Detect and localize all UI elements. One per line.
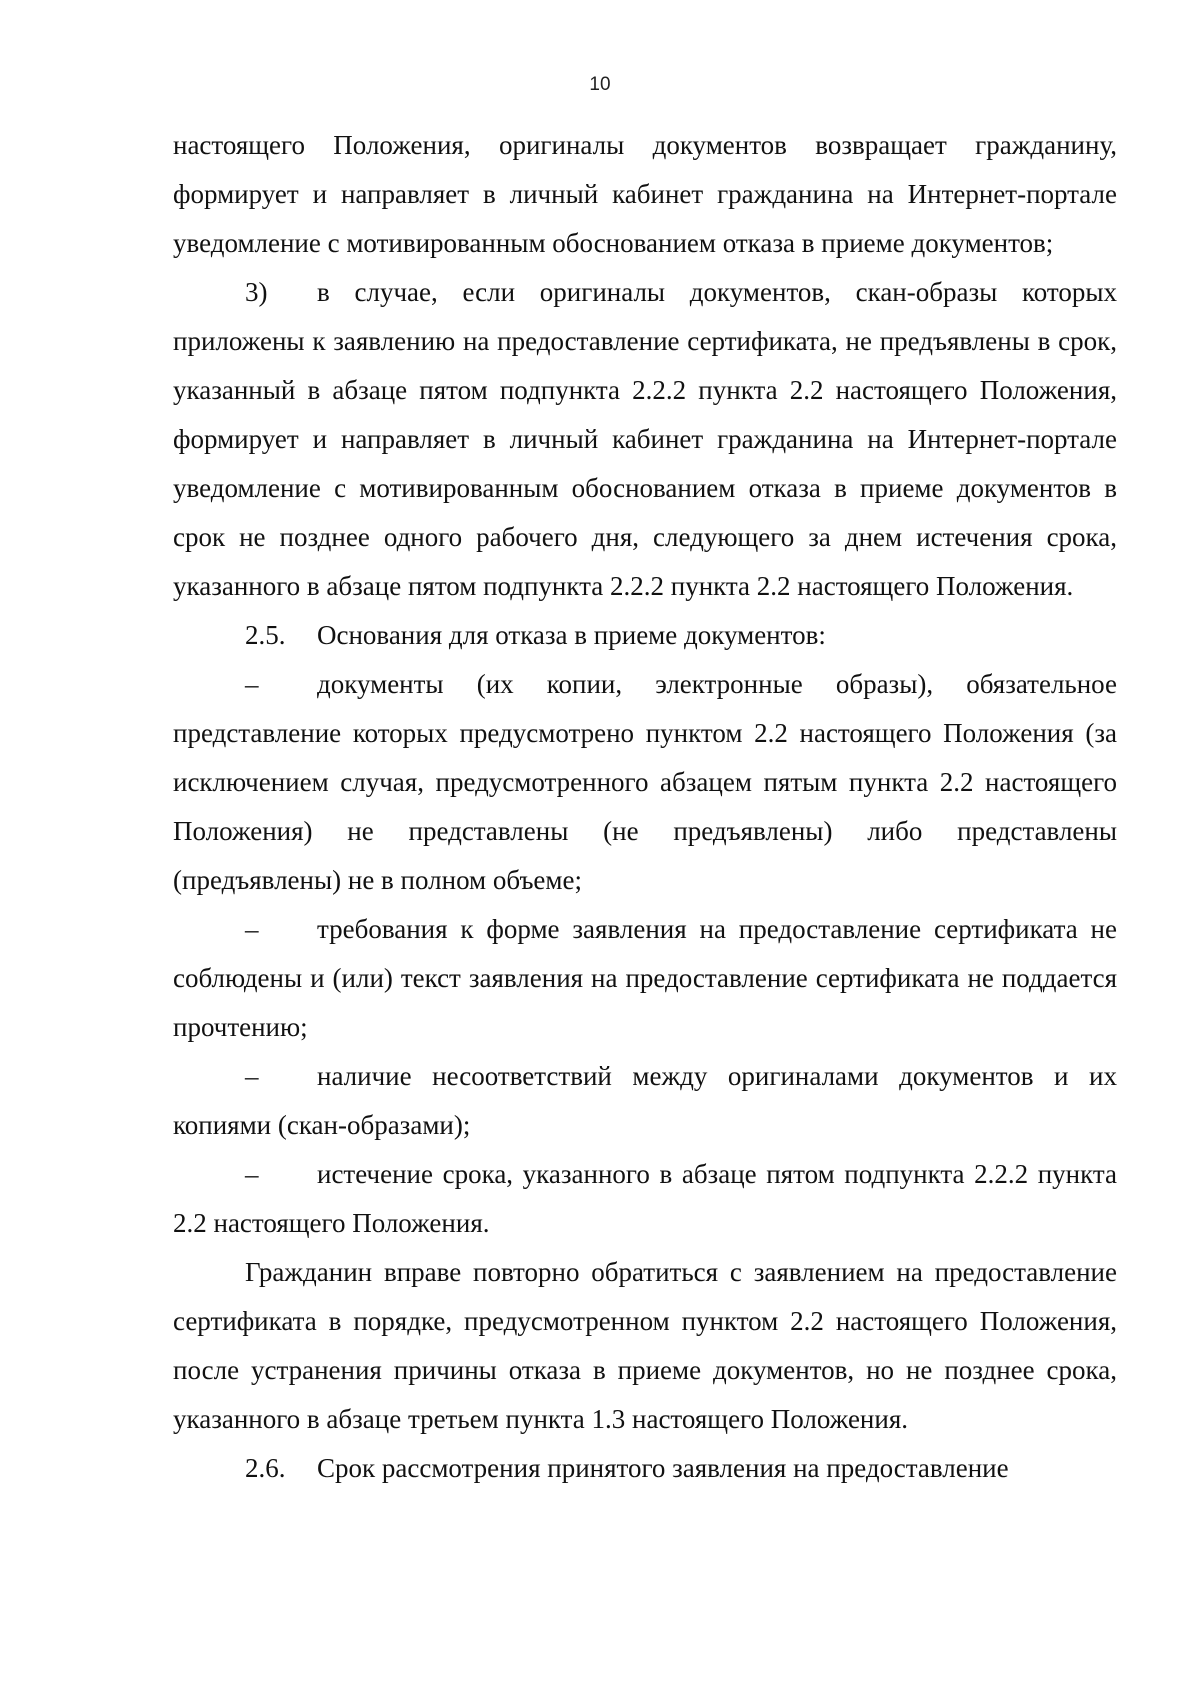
list-item-dash	[173, 1150, 1117, 1248]
section-title: Основания для отказа в приеме документов:	[317, 620, 826, 650]
list-item-dash	[173, 1052, 1117, 1150]
list-item-dash	[173, 905, 1117, 1052]
paragraph-text: Гражданин вправе повторно обратиться с заявлением на предоставление сертификата в порядке, предусмотренном пунктом 2.2 настоящего Положения, после устранения причины отказа в приеме документов, но не позднее срока, указанного в абзаце третьем пункта 1.3 настоящего Положения.	[173, 1257, 1117, 1434]
dash-marker: –	[245, 1061, 259, 1091]
section-title: Срок рассмотрения принятого заявления на предоставление	[317, 1453, 1009, 1483]
document-body	[173, 121, 1117, 1493]
section-2-5-heading	[173, 611, 1117, 660]
paragraph-text: в случае, если оригиналы документов, скан-образы которых приложены к заявлению на предоставление сертификата, не предъявлены в срок, указанный в абзаце пятом подпункта 2.2.2 пункта 2.2 настоящего Положения, формирует и направляет в личный кабинет гражданина на Интернет-портале уведомление с мотивированным обоснованием отказа в приеме документов в срок не позднее одного рабочего дня, следующего за днем истечения срока, указанного в абзаце пятом подпункта 2.2.2 пункта 2.2 настоящего Положения.	[173, 277, 1117, 601]
section-number: 2.5.	[245, 620, 286, 650]
section-number: 2.6.	[245, 1453, 286, 1483]
paragraph-citizen-right	[173, 1248, 1117, 1444]
list-item-dash	[173, 660, 1117, 905]
item-marker: 3)	[245, 277, 268, 307]
dash-marker: –	[245, 914, 259, 944]
paragraph-item-3	[173, 268, 1117, 611]
paragraph-text: настоящего Положения, оригиналы документов возвращает гражданину, формирует и направляет в личный кабинет гражданина на Интернет-портале уведомление с мотивированным обоснованием отказа в приеме документов;	[173, 130, 1117, 258]
section-2-6-heading	[173, 1444, 1117, 1493]
paragraph-text: наличие несоответствий между оригиналами документов и их копиями (скан-образами);	[173, 1061, 1117, 1140]
paragraph-text: документы (их копии, электронные образы), обязательное представление которых предусмотрено пунктом 2.2 настоящего Положения (за исключением случая, предусмотренного абзацем пятым пункта 2.2 настоящего Положения) не представлены (не предъявлены) либо представлены (предъявлены) не в полном объеме;	[173, 669, 1117, 895]
paragraph-text: требования к форме заявления на предоставление сертификата не соблюдены и (или) текст заявления на предоставление сертификата не поддается прочтению;	[173, 914, 1117, 1042]
paragraph-continuation	[173, 121, 1117, 268]
dash-marker: –	[245, 1159, 259, 1189]
paragraph-text: истечение срока, указанного в абзаце пятом подпункта 2.2.2 пункта 2.2 настоящего Положения.	[173, 1159, 1117, 1238]
dash-marker: –	[245, 669, 259, 699]
page-number: 10	[589, 74, 611, 95]
